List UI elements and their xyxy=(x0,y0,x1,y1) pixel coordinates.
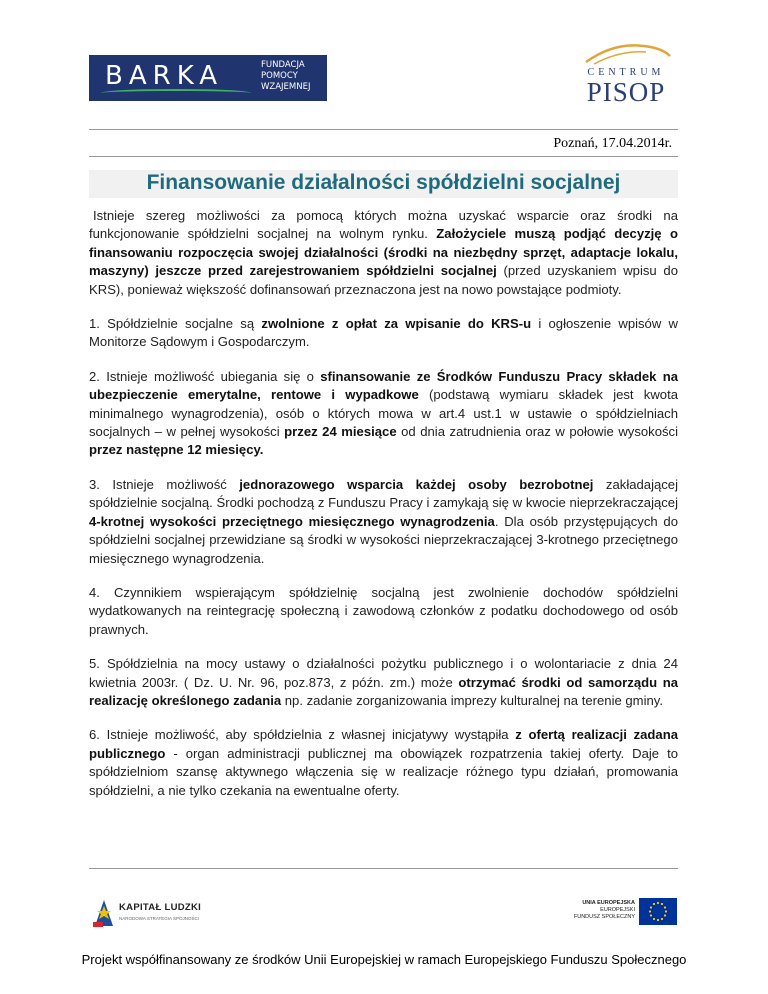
pisop-logo-name: PISOP xyxy=(586,77,666,107)
kapital-ludzki-title: KAPITAŁ LUDZKI xyxy=(119,902,202,913)
date-divider xyxy=(89,156,678,157)
barka-logo-tagline: FUNDACJA POMOCY WZAJEMNEJ xyxy=(261,60,311,92)
paragraph-2: 2. Istnieje możliwość ubiegania się o sfinansowanie ze Środków Funduszu Pracy składek na ubezpieczenie emerytalne, rentowe i wypadkowe (podstawą wymiaru składek jest kwota minimalnego wynagrodzenia), osób o których mowa w art.4 ust.1 w ustawie o spółdzielniach socjalnych – w pełnej wysokości przez 24 miesiące od dnia zatrudnienia oraz w połowie wysokości przez następne 12 miesięcy. xyxy=(89,368,679,458)
barka-logo-swoosh xyxy=(101,89,251,97)
paragraph-1: 1. Spółdzielnie socjalne są zwolnione z opłat za wpisanie do KRS-u i ogłoszenie wpisów w Monitorze Sądowym i Gospodarczym. xyxy=(89,316,678,350)
intro-paragraph: Istnieje szereg możliwości za pomocą których można uzyskać wsparcie oraz środki na funkcjonowanie spółdzielni socjalnej na wolnym rynku. Założyciele muszą podjąć decyzję o finansowaniu rozpoczęcia swojej działalności (środki na niezbędny sprzęt, adaptacje lokalu, maszyny) jeszcze przed zarejestrowaniem spółdzielni socjalnej (przed uzyskaniem wpisu do KRS), ponieważ większość dofinansowań przeznaczona jest na nowo powstające podmioty. xyxy=(89,208,678,297)
pisop-logo-roof-icon xyxy=(584,40,672,66)
document-title: Finansowanie działalności spółdzielni socjalnej xyxy=(146,171,621,194)
barka-logo-word: BARKA xyxy=(105,61,224,91)
paragraph-4: 4. Czynnikiem wspierającym spółdzielnię socjalną jest zwolnienie dochodów spółdzielni wydatkowanych na reintegrację społeczną i zawodową członków z podatku dochodowego od osób prawnych. xyxy=(89,584,678,637)
document-date: Poznań, 17.04.2014r. xyxy=(553,136,672,151)
footer-funding-note: Projekt współfinansowany ze środków Unii Europejskiej w ramach Europejskiego Funduszu Społecznego xyxy=(81,952,687,967)
pisop-logo-centrum: CENTRUM xyxy=(587,67,665,78)
paragraph-3: 3. Istnieje możliwość jednorazowego wsparcia każdej osoby bezrobotnej zakładającej spółdzielnie socjalną. Środki pochodzą z Funduszu Pracy i zamykają się w kwocie nieprzekraczającej 4-krotnej wysokości przeciętnego miesięcznego wynagrodzenia. Dla osób przystępujących do spółdzielni socjalnej przewidziane są środki w wysokości nieprzekraczającej 3-krotnego przeciętnego miesięcznego wynagrodzenia. xyxy=(89,476,678,566)
barka-logo xyxy=(89,55,327,101)
paragraph-5: 5. Spółdzielnia na mocy ustawy o działalności pożytku publicznego i o wolontariacie z dnia 24 kwietnia 2003r. ( Dz. U. Nr. 96, poz.873, z późn. zm.) może otrzymać środki od samorządu na realizację określonego zadania np. zadanie zorganizowania imprezy kulturalnej na terenie gminy. xyxy=(89,656,678,708)
paragraph-6: 6. Istnieje możliwość, aby spółdzielnia z własnej inicjatywy wystąpiła z ofertą realizacji zadana publicznego - organ administracji publicznej ma obowiązek rozpatrzenia takiej oferty. Daje to spółdzielniom szansę aktywnego włączenia się w realizacje różnego typu działań, promowania spółdzielni, a nie tylko czekania na ewentualne oferty. xyxy=(89,727,678,798)
kapital-ludzki-star-icon xyxy=(91,898,117,928)
document-body xyxy=(89,207,678,816)
pisop-logo xyxy=(570,40,682,106)
kapital-ludzki-logo xyxy=(91,896,211,932)
kapital-ludzki-subtitle: NARODOWA STRATEGIA SPÓJNOŚCI xyxy=(119,916,200,921)
eu-logo xyxy=(565,898,677,928)
footer-divider xyxy=(89,868,678,869)
eu-flag-icon xyxy=(639,898,677,925)
header-divider xyxy=(89,129,678,130)
eu-logo-text: UNIA EUROPEJSKA EUROPEJSKI FUNDUSZ SPOŁECZNY xyxy=(573,900,635,920)
